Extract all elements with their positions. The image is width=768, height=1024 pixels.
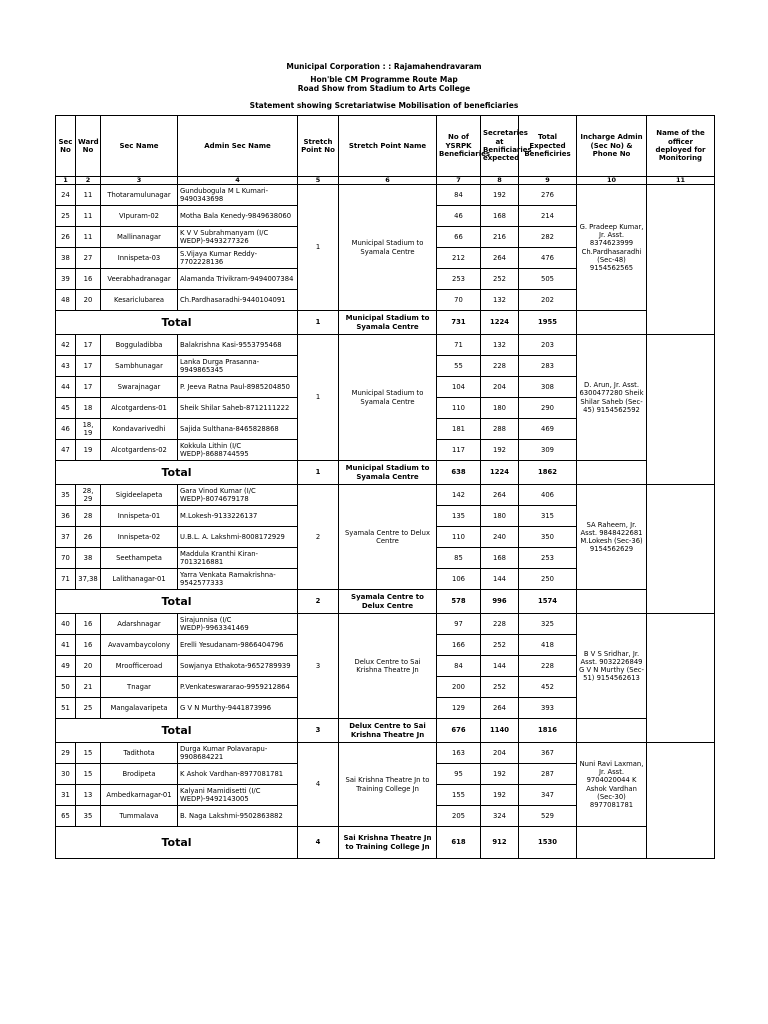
- admin-sec-name-cell: Kalyani Mamidisetti (I/C WEDP)-9492143005: [178, 785, 298, 806]
- admin-sec-name-cell: Balakrishna Kasi-9553795468: [178, 335, 298, 356]
- secretaries-cell: 288: [481, 419, 519, 440]
- total-expected-cell: 276: [519, 185, 577, 206]
- sec-name-cell: Alcotgardens-01: [101, 398, 178, 419]
- column-header-5: Stretch Point No: [298, 116, 339, 177]
- ysrpk-cell: 200: [437, 677, 481, 698]
- incharge-admin-cell: D. Arun, Jr. Asst. 6300477280 Sheik Shilar Saheb (Sec-45) 9154562592: [577, 335, 647, 461]
- sec-no-cell: 65: [56, 806, 76, 827]
- secretaries-cell: 132: [481, 335, 519, 356]
- admin-sec-name-cell: Maddula Kranthi Kiran-7013216881: [178, 548, 298, 569]
- secretaries-cell: 168: [481, 206, 519, 227]
- secretaries-cell: 180: [481, 506, 519, 527]
- sec-no-cell: 36: [56, 506, 76, 527]
- stretch-point-name-cell: Municipal Stadium to Syamala Centre: [339, 335, 437, 461]
- column-number-8: 8: [481, 177, 519, 185]
- ward-no-cell: 38: [76, 548, 101, 569]
- corporation-title: Municipal Corporation : : Rajamahendravaram: [286, 62, 482, 71]
- sec-no-cell: 48: [56, 290, 76, 311]
- route-title: Road Show from Stadium to Arts College: [297, 84, 471, 93]
- total-stretch-name: Municipal Stadium to Syamala Centre: [339, 461, 437, 485]
- incharge-admin-cell: Nuni Ravi Laxman, Jr. Asst. 9704020044 K Ashok Vardhan (Sec-30) 8977081781: [577, 743, 647, 827]
- admin-sec-name-cell: S.Vijaya Kumar Reddy-7702228136: [178, 248, 298, 269]
- incharge-admin-cell: B V S Sridhar, Jr. Asst. 9032226849 G V N Murthy (Sec-51) 9154562613: [577, 614, 647, 719]
- secretaries-cell: 324: [481, 806, 519, 827]
- admin-sec-name-cell: Yarra Venkata Ramakrishna-9542577333: [178, 569, 298, 590]
- ysrpk-cell: 84: [437, 656, 481, 677]
- sec-no-cell: 26: [56, 227, 76, 248]
- total-expected-cell: 452: [519, 677, 577, 698]
- admin-sec-name-cell: Motha Bala Kenedy-9849638060: [178, 206, 298, 227]
- total-stretch-no: 2: [298, 590, 339, 614]
- secretaries-cell: 204: [481, 743, 519, 764]
- table-row: [56, 614, 715, 635]
- ward-no-cell: 17: [76, 335, 101, 356]
- total-secretaries: 1224: [481, 311, 519, 335]
- total-expected-cell: 393: [519, 698, 577, 719]
- ward-no-cell: 19: [76, 440, 101, 461]
- total-stretch-no: 4: [298, 827, 339, 859]
- total-ysrpk: 578: [437, 590, 481, 614]
- secretaries-cell: 144: [481, 569, 519, 590]
- ward-no-cell: 20: [76, 656, 101, 677]
- secretaries-cell: 192: [481, 785, 519, 806]
- secretaries-cell: 192: [481, 440, 519, 461]
- admin-sec-name-cell: Kokkula Lithin (I/C WEDP)-8688744595: [178, 440, 298, 461]
- secretaries-cell: 264: [481, 698, 519, 719]
- sec-name-cell: Veerabhadranagar: [101, 269, 178, 290]
- ysrpk-cell: 55: [437, 356, 481, 377]
- sec-no-cell: 42: [56, 335, 76, 356]
- admin-sec-name-cell: Sowjanya Ethakota-9652789939: [178, 656, 298, 677]
- stretch-point-name-cell: Municipal Stadium to Syamala Centre: [339, 185, 437, 311]
- ysrpk-cell: 85: [437, 548, 481, 569]
- total-expected-cell: 253: [519, 548, 577, 569]
- column-header-9: Total Expected Beneficiries: [519, 116, 577, 177]
- sec-no-cell: 50: [56, 677, 76, 698]
- column-number-5: 5: [298, 177, 339, 185]
- sec-name-cell: VIpuram-02: [101, 206, 178, 227]
- total-row: [56, 719, 715, 743]
- ward-no-cell: 15: [76, 743, 101, 764]
- total-label: Total: [56, 311, 298, 335]
- ward-no-cell: 18: [76, 398, 101, 419]
- table-row: [56, 185, 715, 206]
- sec-no-cell: 71: [56, 569, 76, 590]
- secretaries-cell: 228: [481, 614, 519, 635]
- secretaries-cell: 192: [481, 185, 519, 206]
- total-expected-cell: 476: [519, 248, 577, 269]
- table-row: [56, 743, 715, 764]
- ysrpk-cell: 46: [437, 206, 481, 227]
- admin-sec-name-cell: K Ashok Vardhan-8977081781: [178, 764, 298, 785]
- sec-no-cell: 24: [56, 185, 76, 206]
- admin-sec-name-cell: Gundubogula M L Kumari-9490343698: [178, 185, 298, 206]
- secretaries-cell: 240: [481, 527, 519, 548]
- ward-no-cell: 35: [76, 806, 101, 827]
- sec-name-cell: Alcotgardens-02: [101, 440, 178, 461]
- secretaries-cell: 252: [481, 269, 519, 290]
- programme-title: Hon'ble CM Programme Route Map: [310, 75, 458, 84]
- admin-sec-name-cell: Erelli Yesudanam-9866404796: [178, 635, 298, 656]
- sec-name-cell: Avavambaycolony: [101, 635, 178, 656]
- total-expected-cell: 282: [519, 227, 577, 248]
- ysrpk-cell: 71: [437, 335, 481, 356]
- total-expected-cell: 350: [519, 527, 577, 548]
- total-expected-cell: 308: [519, 377, 577, 398]
- sec-no-cell: 44: [56, 377, 76, 398]
- total-expected-cell: 406: [519, 485, 577, 506]
- sec-name-cell: Sigideelapeta: [101, 485, 178, 506]
- sec-name-cell: Tadithota: [101, 743, 178, 764]
- sec-name-cell: Sambhunagar: [101, 356, 178, 377]
- ward-no-cell: 28: [76, 506, 101, 527]
- column-header-4: Admin Sec Name: [178, 116, 298, 177]
- total-incharge-empty: [577, 719, 647, 743]
- admin-sec-name-cell: G V N Murthy-9441873996: [178, 698, 298, 719]
- total-label: Total: [56, 719, 298, 743]
- ward-no-cell: 21: [76, 677, 101, 698]
- column-header-2: Ward No: [76, 116, 101, 177]
- monitoring-officer-cell: [647, 485, 715, 614]
- total-secretaries: 1140: [481, 719, 519, 743]
- ward-no-cell: 16: [76, 269, 101, 290]
- column-header-3: Sec Name: [101, 116, 178, 177]
- total-expected-cell: 505: [519, 269, 577, 290]
- admin-sec-name-cell: P.Venkateswararao-9959212864: [178, 677, 298, 698]
- sec-name-cell: Ambedkarnagar-01: [101, 785, 178, 806]
- stretch-point-name-cell: Delux Centre to Sai Krishna Theatre Jn: [339, 614, 437, 719]
- secretaries-cell: 264: [481, 485, 519, 506]
- total-expected-cell: 367: [519, 743, 577, 764]
- total-expected-cell: 315: [519, 506, 577, 527]
- total-secretaries: 912: [481, 827, 519, 859]
- stretch-point-name-cell: Syamala Centre to Delux Centre: [339, 485, 437, 590]
- sec-name-cell: Mroofficeroad: [101, 656, 178, 677]
- sec-name-cell: Lalithanagar-01: [101, 569, 178, 590]
- admin-sec-name-cell: U.B.L. A. Lakshmi-8008172929: [178, 527, 298, 548]
- ysrpk-cell: 253: [437, 269, 481, 290]
- secretaries-cell: 132: [481, 290, 519, 311]
- sec-name-cell: Seethampeta: [101, 548, 178, 569]
- sec-name-cell: Tnagar: [101, 677, 178, 698]
- total-label: Total: [56, 461, 298, 485]
- total-expected-cell: 418: [519, 635, 577, 656]
- total-ysrpk: 731: [437, 311, 481, 335]
- ward-no-cell: 37,38: [76, 569, 101, 590]
- total-row: [56, 590, 715, 614]
- monitoring-officer-cell: [647, 335, 715, 485]
- total-secretaries: 996: [481, 590, 519, 614]
- secretaries-cell: 204: [481, 377, 519, 398]
- sec-name-cell: Swarajnagar: [101, 377, 178, 398]
- total-expected: 1955: [519, 311, 577, 335]
- ysrpk-cell: 104: [437, 377, 481, 398]
- column-number-7: 7: [437, 177, 481, 185]
- column-number-9: 9: [519, 177, 577, 185]
- sec-name-cell: Adarshnagar: [101, 614, 178, 635]
- column-number-1: 1: [56, 177, 76, 185]
- secretaries-cell: 168: [481, 548, 519, 569]
- total-stretch-name: Municipal Stadium to Syamala Centre: [339, 311, 437, 335]
- table-header: [56, 116, 715, 185]
- monitoring-officer-cell: [647, 743, 715, 859]
- sec-no-cell: 51: [56, 698, 76, 719]
- total-ysrpk: 618: [437, 827, 481, 859]
- total-row: [56, 461, 715, 485]
- total-stretch-no: 1: [298, 311, 339, 335]
- total-secretaries: 1224: [481, 461, 519, 485]
- secretaries-cell: 192: [481, 764, 519, 785]
- total-expected: 1574: [519, 590, 577, 614]
- sec-name-cell: Mangalavaripeta: [101, 698, 178, 719]
- total-expected-cell: 214: [519, 206, 577, 227]
- ysrpk-cell: 66: [437, 227, 481, 248]
- table-body: [56, 185, 715, 859]
- admin-sec-name-cell: Ch.Pardhasaradhi-9440104091: [178, 290, 298, 311]
- column-number-6: 6: [339, 177, 437, 185]
- admin-sec-name-cell: Durga Kumar Polavarapu-9908684221: [178, 743, 298, 764]
- total-ysrpk: 676: [437, 719, 481, 743]
- table-row: [56, 485, 715, 506]
- admin-sec-name-cell: Gara Vinod Kumar (I/C WEDP)-8074679178: [178, 485, 298, 506]
- total-row: [56, 311, 715, 335]
- ward-no-cell: 27: [76, 248, 101, 269]
- secretaries-cell: 228: [481, 356, 519, 377]
- total-stretch-name: Syamala Centre to Delux Centre: [339, 590, 437, 614]
- stretch-point-no-cell: 1: [298, 335, 339, 461]
- statement-title: Statement showing Scretariatwise Mobilisation of beneficiaries: [249, 101, 519, 110]
- total-incharge-empty: [577, 461, 647, 485]
- table-row: [56, 335, 715, 356]
- ward-no-cell: 11: [76, 227, 101, 248]
- total-expected-cell: 290: [519, 398, 577, 419]
- ysrpk-cell: 129: [437, 698, 481, 719]
- monitoring-officer-cell: [647, 185, 715, 335]
- total-expected-cell: 347: [519, 785, 577, 806]
- sec-name-cell: Kondavarivedhi: [101, 419, 178, 440]
- ward-no-cell: 20: [76, 290, 101, 311]
- total-expected-cell: 469: [519, 419, 577, 440]
- column-header-8: Secretaries at Benificiaries expected: [481, 116, 519, 177]
- secretaries-cell: 180: [481, 398, 519, 419]
- sec-no-cell: 35: [56, 485, 76, 506]
- stretch-point-no-cell: 2: [298, 485, 339, 590]
- ward-no-cell: 11: [76, 206, 101, 227]
- total-expected: 1816: [519, 719, 577, 743]
- stretch-point-no-cell: 1: [298, 185, 339, 311]
- beneficiaries-table: [55, 115, 715, 859]
- total-expected-cell: 203: [519, 335, 577, 356]
- sec-no-cell: 39: [56, 269, 76, 290]
- admin-sec-name-cell: K V V Subrahmanyam (I/C WEDP)-9493277326: [178, 227, 298, 248]
- admin-sec-name-cell: Alamanda Trivikram-9494007384: [178, 269, 298, 290]
- secretaries-cell: 144: [481, 656, 519, 677]
- sec-no-cell: 47: [56, 440, 76, 461]
- sec-no-cell: 40: [56, 614, 76, 635]
- admin-sec-name-cell: M.Lokesh-9133226137: [178, 506, 298, 527]
- total-incharge-empty: [577, 590, 647, 614]
- ward-no-cell: 17: [76, 356, 101, 377]
- sec-name-cell: Bogguladibba: [101, 335, 178, 356]
- admin-sec-name-cell: B. Naga Lakshmi-9502863882: [178, 806, 298, 827]
- incharge-admin-cell: SA Raheem, Jr. Asst. 9848422681 M.Lokesh (Sec-36) 9154562629: [577, 485, 647, 590]
- sec-name-cell: Tummalava: [101, 806, 178, 827]
- total-stretch-no: 1: [298, 461, 339, 485]
- total-ysrpk: 638: [437, 461, 481, 485]
- ysrpk-cell: 117: [437, 440, 481, 461]
- ysrpk-cell: 155: [437, 785, 481, 806]
- monitoring-officer-cell: [647, 614, 715, 743]
- column-number-11: 11: [647, 177, 715, 185]
- sec-no-cell: 38: [56, 248, 76, 269]
- admin-sec-name-cell: Sheik Shilar Saheb-8712111222: [178, 398, 298, 419]
- sec-no-cell: 46: [56, 419, 76, 440]
- column-number-2: 2: [76, 177, 101, 185]
- secretaries-cell: 252: [481, 677, 519, 698]
- total-expected-cell: 287: [519, 764, 577, 785]
- admin-sec-name-cell: Lanka Durga Prasanna-9949865345: [178, 356, 298, 377]
- sec-name-cell: Innispeta-03: [101, 248, 178, 269]
- secretaries-cell: 216: [481, 227, 519, 248]
- total-expected-cell: 283: [519, 356, 577, 377]
- admin-sec-name-cell: Sajida Sulthana-8465828868: [178, 419, 298, 440]
- total-expected-cell: 202: [519, 290, 577, 311]
- column-header-10: Incharge Admin (Sec No) & Phone No: [577, 116, 647, 177]
- ward-no-cell: 25: [76, 698, 101, 719]
- ward-no-cell: 26: [76, 527, 101, 548]
- total-incharge-empty: [577, 827, 647, 859]
- ysrpk-cell: 110: [437, 398, 481, 419]
- ysrpk-cell: 163: [437, 743, 481, 764]
- total-expected-cell: 309: [519, 440, 577, 461]
- sec-name-cell: Innispeta-01: [101, 506, 178, 527]
- sec-no-cell: 41: [56, 635, 76, 656]
- column-header-11: Name of the officer deployed for Monitoring: [647, 116, 715, 177]
- ward-no-cell: 17: [76, 377, 101, 398]
- total-incharge-empty: [577, 311, 647, 335]
- ward-no-cell: 15: [76, 764, 101, 785]
- total-expected: 1862: [519, 461, 577, 485]
- ward-no-cell: 16: [76, 614, 101, 635]
- stretch-point-no-cell: 4: [298, 743, 339, 827]
- total-label: Total: [56, 590, 298, 614]
- column-number-10: 10: [577, 177, 647, 185]
- column-header-1: Sec No: [56, 116, 76, 177]
- admin-sec-name-cell: P. Jeeva Ratna Paul-8985204850: [178, 377, 298, 398]
- total-expected-cell: 325: [519, 614, 577, 635]
- ward-no-cell: 11: [76, 185, 101, 206]
- total-expected: 1530: [519, 827, 577, 859]
- sec-no-cell: 49: [56, 656, 76, 677]
- ysrpk-cell: 135: [437, 506, 481, 527]
- ysrpk-cell: 142: [437, 485, 481, 506]
- total-expected-cell: 529: [519, 806, 577, 827]
- sec-name-cell: Innispeta-02: [101, 527, 178, 548]
- ward-no-cell: 28, 29: [76, 485, 101, 506]
- ysrpk-cell: 181: [437, 419, 481, 440]
- sec-name-cell: Kesariclubarea: [101, 290, 178, 311]
- sec-name-cell: Thotaramulunagar: [101, 185, 178, 206]
- sec-no-cell: 29: [56, 743, 76, 764]
- ward-no-cell: 18, 19: [76, 419, 101, 440]
- admin-sec-name-cell: Sirajunnisa (I/C WEDP)-9963341469: [178, 614, 298, 635]
- ward-no-cell: 13: [76, 785, 101, 806]
- total-expected-cell: 250: [519, 569, 577, 590]
- incharge-admin-cell: G. Pradeep Kumar, Jr. Asst. 8374623999 Ch.Pardhasaradhi (Sec-48) 9154562565: [577, 185, 647, 311]
- ysrpk-cell: 97: [437, 614, 481, 635]
- sec-name-cell: Brodipeta: [101, 764, 178, 785]
- sec-no-cell: 30: [56, 764, 76, 785]
- ysrpk-cell: 212: [437, 248, 481, 269]
- column-header-6: Stretch Point Name: [339, 116, 437, 177]
- ysrpk-cell: 205: [437, 806, 481, 827]
- column-number-3: 3: [101, 177, 178, 185]
- ysrpk-cell: 166: [437, 635, 481, 656]
- total-row: [56, 827, 715, 859]
- ysrpk-cell: 70: [437, 290, 481, 311]
- sec-name-cell: Mallinanagar: [101, 227, 178, 248]
- stretch-point-no-cell: 3: [298, 614, 339, 719]
- secretaries-cell: 252: [481, 635, 519, 656]
- sec-no-cell: 37: [56, 527, 76, 548]
- total-stretch-name: Sai Krishna Theatre Jn to Training College Jn: [339, 827, 437, 859]
- sec-no-cell: 43: [56, 356, 76, 377]
- column-header-7: No of YSRPK Beneficiaries: [437, 116, 481, 177]
- ysrpk-cell: 110: [437, 527, 481, 548]
- sec-no-cell: 31: [56, 785, 76, 806]
- sec-no-cell: 45: [56, 398, 76, 419]
- total-stretch-no: 3: [298, 719, 339, 743]
- total-stretch-name: Delux Centre to Sai Krishna Theatre Jn: [339, 719, 437, 743]
- sec-no-cell: 70: [56, 548, 76, 569]
- ysrpk-cell: 95: [437, 764, 481, 785]
- ysrpk-cell: 84: [437, 185, 481, 206]
- sec-no-cell: 25: [56, 206, 76, 227]
- ward-no-cell: 16: [76, 635, 101, 656]
- total-label: Total: [56, 827, 298, 859]
- ysrpk-cell: 106: [437, 569, 481, 590]
- stretch-point-name-cell: Sai Krishna Theatre Jn to Training College Jn: [339, 743, 437, 827]
- total-expected-cell: 228: [519, 656, 577, 677]
- column-number-4: 4: [178, 177, 298, 185]
- secretaries-cell: 264: [481, 248, 519, 269]
